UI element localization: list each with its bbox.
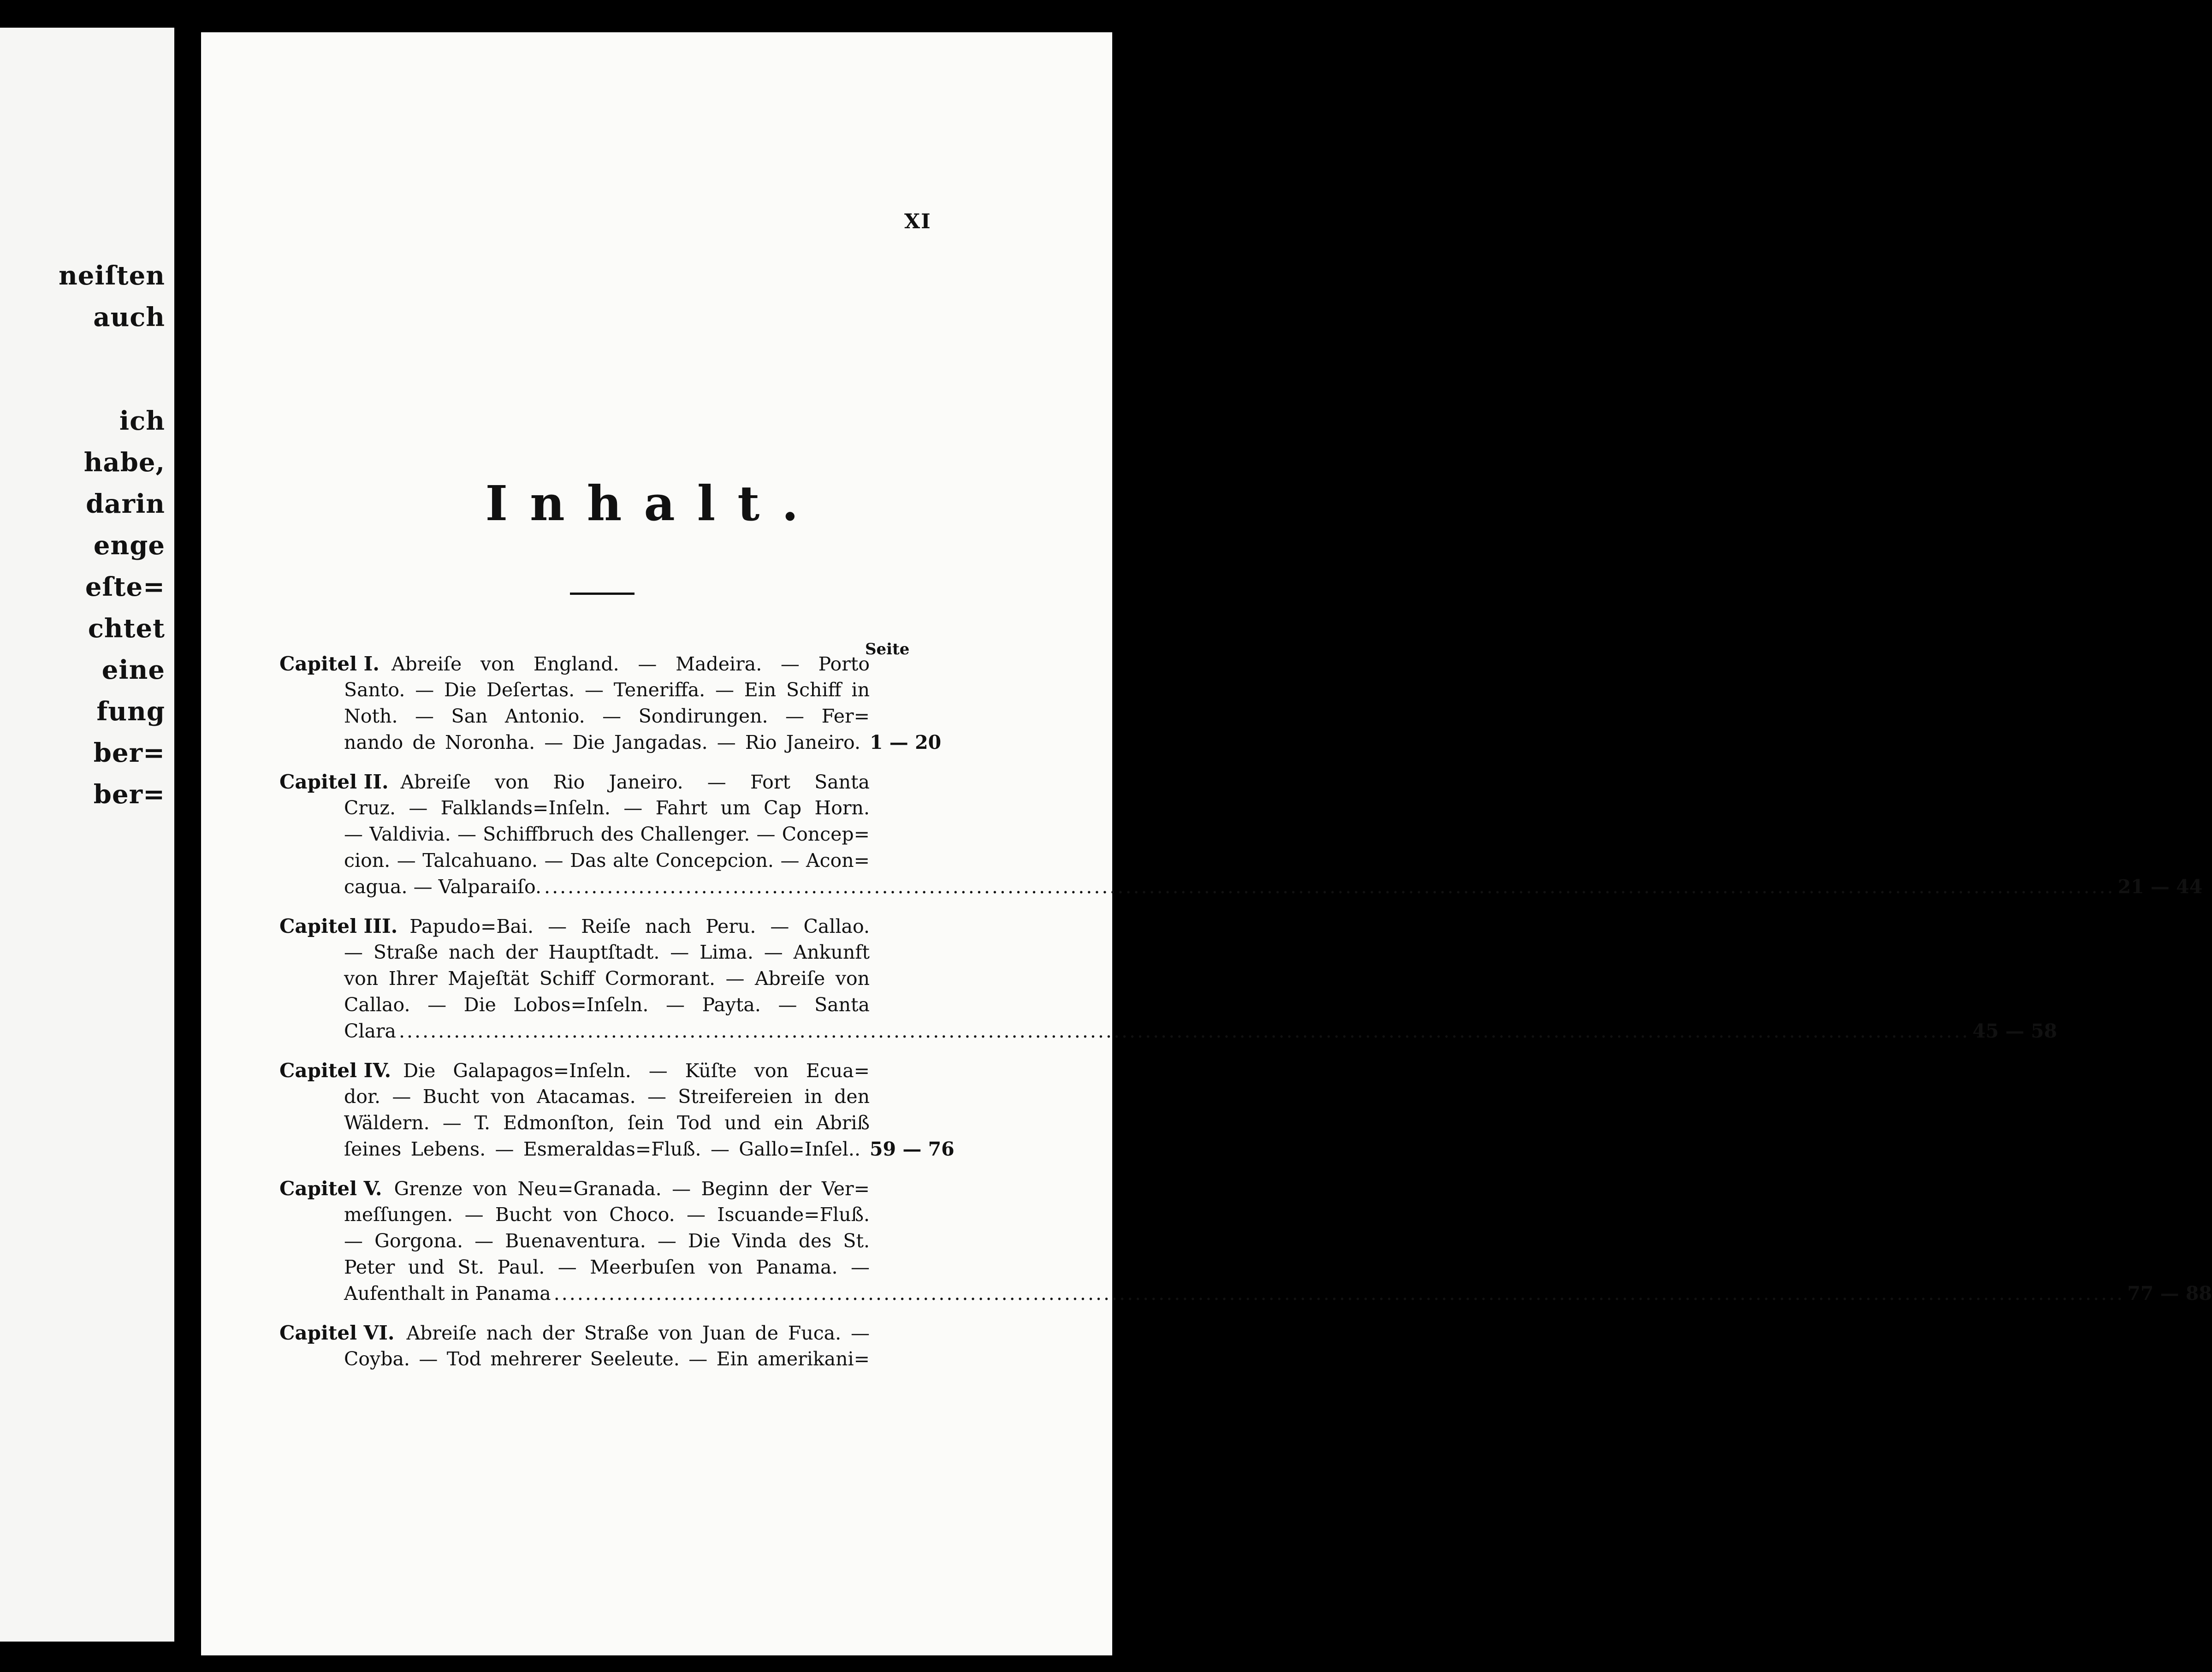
left-page-text-fragment: fung <box>96 696 165 727</box>
left-page-edge <box>0 28 174 1642</box>
left-page-text-fragment: enge <box>93 530 165 561</box>
entry-spacing <box>279 1046 939 1059</box>
left-page-text-fragment: eſte= <box>85 572 165 602</box>
toc-entry-line <box>279 1059 939 1085</box>
chapter-label: Capitel III. <box>279 915 398 937</box>
toc-entry-line <box>279 1138 955 1164</box>
toc-entry <box>279 652 942 758</box>
toc-entry-line <box>279 1348 939 1374</box>
toc-entry-line <box>279 771 939 797</box>
left-page-text-fragment: ber= <box>93 738 165 768</box>
toc-entry-line <box>279 915 939 941</box>
toc-line-text: Coyba. — Tod mehrerer Seeleute. — Ein amerikani= <box>344 1348 870 1370</box>
toc-line-text: — Valdivia. — Schiffbruch des Challenger. — Concep= <box>344 823 870 845</box>
toc-line-text: Grenze von Neu=Granada. — Beginn der Ver= <box>394 1178 870 1200</box>
page-range: 59 — 76 <box>870 1138 955 1160</box>
page-range: 1 — 20 <box>870 731 942 753</box>
page-number: XI <box>904 210 931 233</box>
left-page-text-fragment: darin <box>86 489 165 519</box>
entry-spacing <box>279 1164 939 1177</box>
toc-line-text: von Ihrer Majeſtät Schiff Cormorant. — Abreiſe von <box>344 967 870 990</box>
chapter-label: Capitel V. <box>279 1177 382 1200</box>
toc-entry <box>279 1322 939 1374</box>
toc-entry-line <box>279 849 939 876</box>
toc-entry-line <box>279 1085 939 1112</box>
toc-line-text: Die Galapagos=Inſeln. — Küſte von Ecua= <box>403 1060 870 1082</box>
toc-entry-line <box>279 941 939 967</box>
toc-entry-line <box>279 797 939 823</box>
toc-entry-line <box>279 705 939 731</box>
toc-entry <box>279 771 2203 902</box>
chapter-label: Capitel IV. <box>279 1059 391 1082</box>
seite-column-label: Seite <box>865 640 910 658</box>
toc-line-text: Santo. — Die Deſertas. — Teneriffa. — Ein Schiff in <box>344 679 870 701</box>
toc-entry-line <box>279 1256 939 1282</box>
toc-line-text: Abreiſe von England. — Madeira. — Porto <box>391 653 870 675</box>
chapter-label: Capitel VI. <box>279 1322 395 1344</box>
toc-entry <box>279 915 2058 1046</box>
entry-spacing <box>279 758 939 771</box>
right-page <box>201 32 2212 1655</box>
page-range: 77 — 88 <box>2127 1282 2212 1304</box>
toc-entry-line <box>279 1177 939 1204</box>
toc-entry-line <box>279 1204 939 1230</box>
dot-leader: ........................................................................................................................................................................................................ <box>553 1282 2125 1304</box>
toc-line-text: — Gorgona. — Buenaventura. — Die Vinda des St. <box>344 1230 870 1252</box>
toc-line-text: cion. — Talcahuano. — Das alte Concepcion. — Acon= <box>344 849 870 872</box>
toc-entry-line <box>279 679 939 705</box>
dot-leader: ........................................................................................................................................................................................................ <box>398 1020 1970 1042</box>
toc-line-text: ſeines Lebens. — Esmeraldas=Fluß. — Gallo=Inſel.. <box>344 1138 860 1160</box>
toc-entry-line <box>279 967 939 994</box>
toc-line-text: Peter und St. Paul. — Meerbuſen von Panama. — <box>344 1256 870 1278</box>
toc-line-text: Cruz. — Falklands=Inſeln. — Fahrt um Cap Horn. <box>344 797 870 819</box>
dot-leader: ........................................................................................................................................................................................................ <box>544 876 2115 898</box>
toc-line-text: Abreiſe von Rio Janeiro. — Fort Santa <box>400 771 870 793</box>
left-page-text-fragment: chtet <box>88 613 165 644</box>
toc-line-text: meſſungen. — Bucht von Choco. — Iscuande=Fluß. <box>344 1204 870 1226</box>
toc-line-text: Callao. — Die Lobos=Inſeln. — Payta. — Santa <box>344 994 870 1016</box>
toc-line-text: Abreiſe nach der Straße von Juan de Fuca. — <box>406 1322 870 1344</box>
chapter-label: Capitel I. <box>279 652 380 675</box>
entry-spacing <box>279 1309 939 1322</box>
toc-line-text: Papudo=Bai. — Reiſe nach Peru. — Callao. <box>409 915 870 937</box>
toc-line-text: Aufenthalt in Panama <box>344 1282 551 1304</box>
toc-entry-line <box>279 1230 939 1256</box>
toc-line-text: dor. — Bucht von Atacamas. — Streifereien in den <box>344 1085 870 1108</box>
toc-entry-line <box>279 876 2203 902</box>
entry-spacing <box>279 902 939 915</box>
toc-entry-line <box>279 1020 2058 1046</box>
left-page-text-fragment: habe, <box>83 447 165 478</box>
toc-entry <box>279 1177 2212 1309</box>
left-page-text-fragment: ber= <box>93 779 165 810</box>
left-page-text-fragment: auch <box>93 302 165 332</box>
toc-entry-line <box>279 731 942 758</box>
page-range: 45 — 58 <box>1972 1020 2058 1042</box>
left-page-text-fragment: ich <box>119 406 165 436</box>
toc-line-text: — Straße nach der Hauptſtadt. — Lima. — Ankunft <box>344 941 870 963</box>
toc-entry-line <box>279 1112 939 1138</box>
left-page-text-fragment: eine <box>101 655 165 685</box>
toc-entry-line <box>279 1282 2212 1309</box>
toc-line-text: nando de Noronha. — Die Jangadas. — Rio Janeiro. <box>344 731 860 753</box>
toc-entry <box>279 1059 955 1164</box>
toc-line-text: Noth. — San Antonio. — Sondirungen. — Fer= <box>344 705 870 727</box>
entry-spacing <box>279 1374 939 1387</box>
toc-entry-line <box>279 1322 939 1348</box>
toc-line-text: cagua. — Valparaiſo. <box>344 876 542 898</box>
toc-entry-line <box>279 994 939 1020</box>
page-title: Inhalt. <box>485 475 821 532</box>
toc-line-text: Wäldern. — T. Edmonſton, ſein Tod und ein Abriß <box>344 1112 870 1134</box>
page-range: 21 — 44 <box>2117 876 2203 898</box>
toc-entry-line <box>279 652 939 679</box>
table-of-contents <box>279 652 2212 1387</box>
title-rule <box>570 593 635 595</box>
book-gutter <box>174 0 201 1672</box>
toc-line-text: Clara <box>344 1020 396 1042</box>
chapter-label: Capitel II. <box>279 771 389 793</box>
toc-entry-line <box>279 823 939 849</box>
left-page-text-fragment: neiſten <box>59 261 165 291</box>
